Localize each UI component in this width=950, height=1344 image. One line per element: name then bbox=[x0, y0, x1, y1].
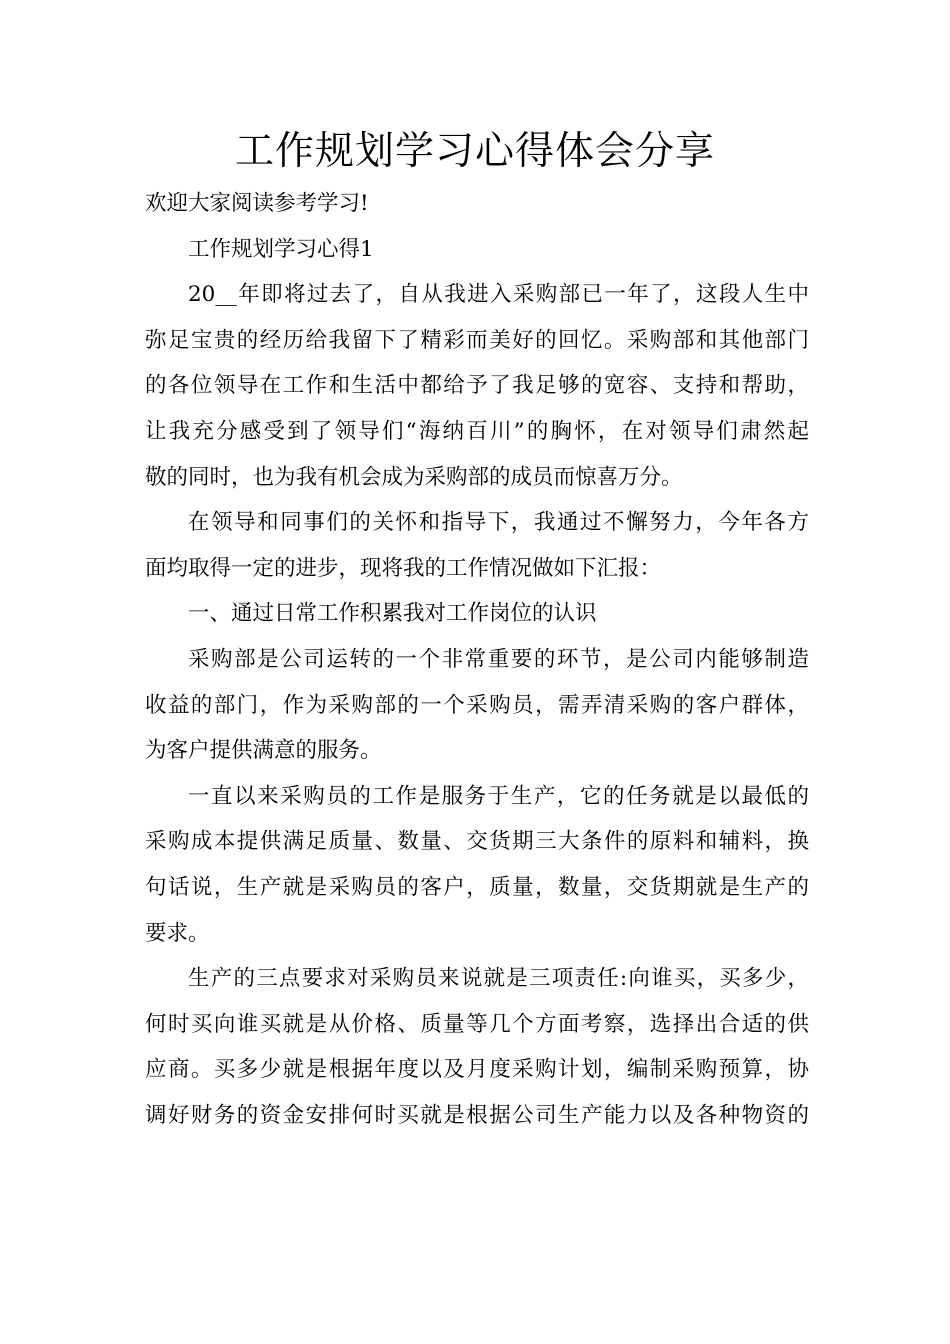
text-line: 何时买向谁买就是从价格、质量等几个方面考察，选择出合适的供 bbox=[145, 1011, 809, 1037]
document-title: 工作规划学习心得体会分享 bbox=[234, 129, 715, 174]
text-line: 调好财务的资金安排何时买就是根据公司生产能力以及各种物资的 bbox=[145, 1102, 809, 1128]
text-line: 要求。 bbox=[145, 920, 210, 946]
text-line: 句话说，生产就是采购员的客户，质量，数量，交货期就是生产的 bbox=[145, 874, 809, 900]
text-line: 为客户提供满意的服务。 bbox=[145, 738, 382, 764]
document-body bbox=[145, 181, 809, 1138]
text-line: 采购部是公司运转的一个非常重要的环节，是公司内能够制造 bbox=[188, 646, 809, 672]
text-line: 在领导和同事们的关怀和指导下，我通过不懈努力，今年各方 bbox=[188, 510, 809, 536]
text-line: 采购成本提供满足质量、数量、交货期三大条件的原料和辅料，换 bbox=[145, 829, 809, 855]
text-line: 工作规划学习心得1 bbox=[188, 236, 374, 262]
text-line: 弥足宝贵的经历给我留下了精彩而美好的回忆。采购部和其他部门 bbox=[145, 327, 809, 353]
text-line: 20__年即将过去了，自从我进入采购部已一年了，这段人生中 bbox=[188, 282, 809, 308]
text-line: 面均取得一定的进步，现将我的工作情况做如下汇报： bbox=[145, 555, 662, 581]
text-line: 生产的三点要求对采购员来说就是三项责任:向谁买，买多少， bbox=[188, 966, 809, 992]
text-line: 的各位领导在工作和生活中都给予了我足够的宽容、支持和帮助， bbox=[145, 373, 809, 399]
text-line: 敬的同时，也为我有机会成为采购部的成员而惊喜万分。 bbox=[145, 464, 683, 490]
text-line: 应商。买多少就是根据年度以及月度采购计划，编制采购预算，协 bbox=[145, 1057, 809, 1083]
text-line: 收益的部门，作为采购部的一个采购员，需弄清采购的客户群体， bbox=[145, 692, 809, 718]
text-line: 一直以来采购员的工作是服务于生产，它的任务就是以最低的 bbox=[188, 783, 809, 809]
text-line: 让我充分感受到了领导们“海纳百川”的胸怀，在对领导们肃然起 bbox=[145, 418, 809, 444]
text-line: 欢迎大家阅读参考学习! bbox=[145, 191, 369, 216]
text-line: 一、通过日常工作积累我对工作岗位的认识 bbox=[188, 601, 597, 627]
